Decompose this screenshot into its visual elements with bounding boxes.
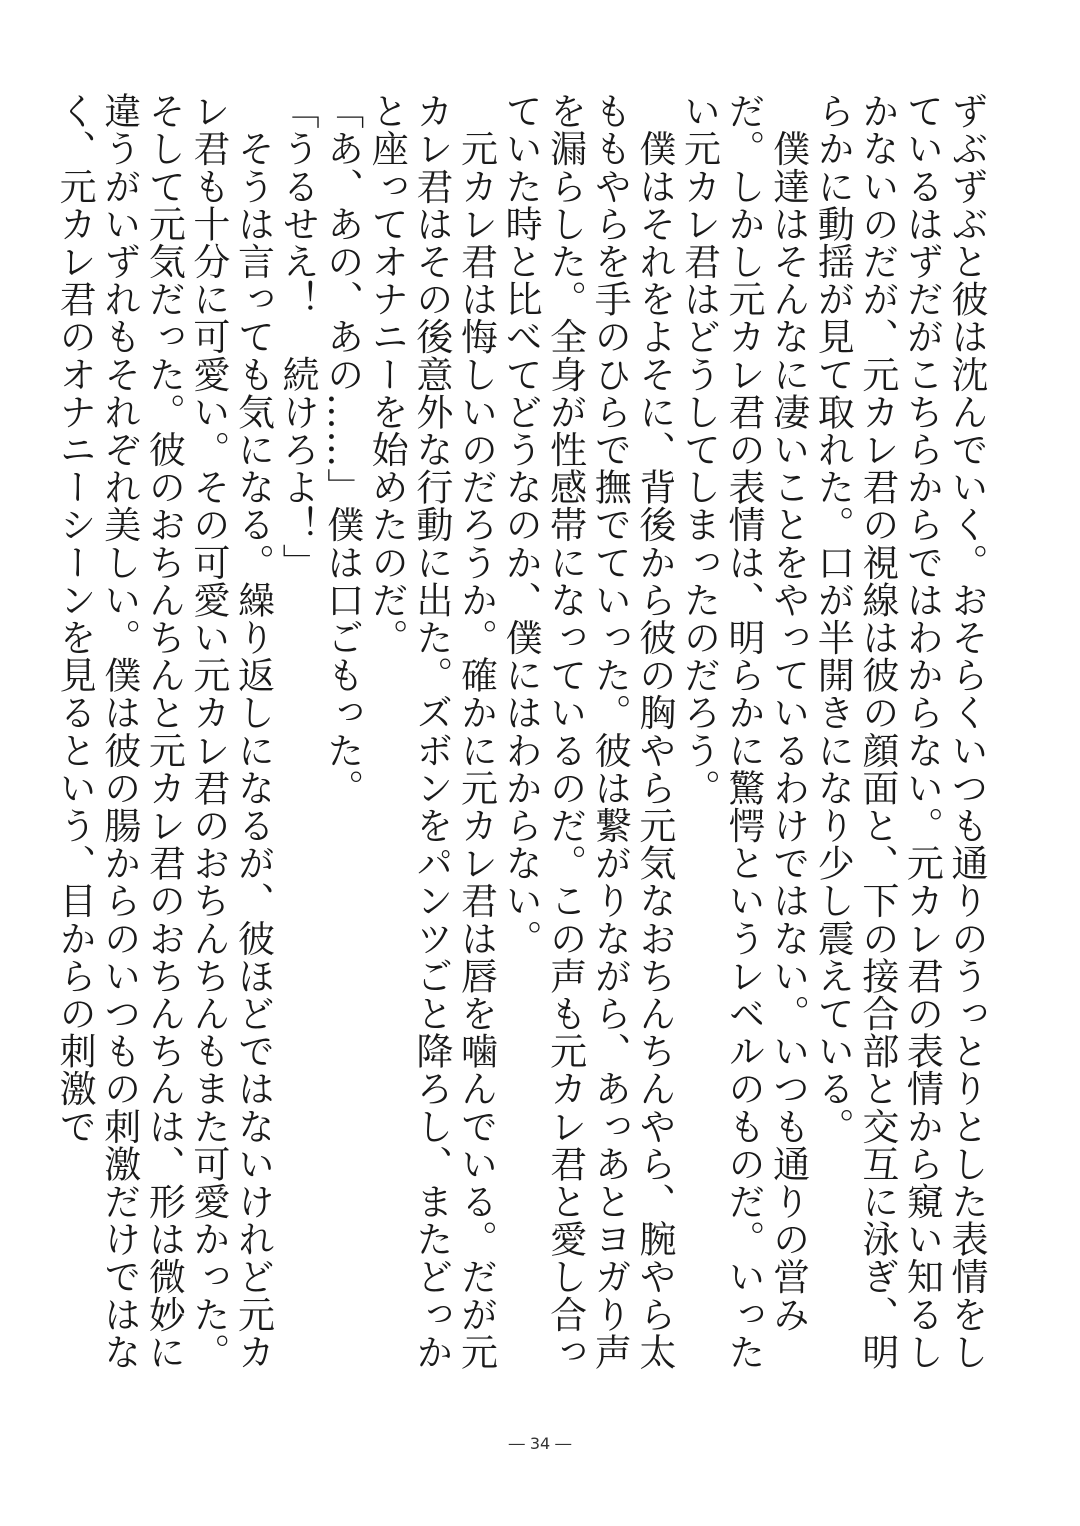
paragraph: 僕達はそんなに凄いことをやっているわけではない。いつも通りの営みだ。しかし元カレ君の表情は、明らかに驚愕というレベルのものだ。いったい元カレ君はどうしてしまったのだろう。 xyxy=(677,92,810,1371)
paragraph: 元カレ君は悔しいのだろうか。確かに元カレ君は唇を噛んでいる。だが元カレ君はその後意外な行動に出た。ズボンをパンツごと降ろし、またどっかと座ってオナニーを始めたのだ。 xyxy=(365,92,498,1371)
paragraph: 僕はそれをよそに、背後から彼の胸やら元気なおちんちんやら、腕やら太ももやらを手のひらで撫でていった。彼は繋がりながら、あっあとヨガり声を漏らした。全身が性感帯になっているのだ。この声も元カレ君と愛し合っていた時と比べてどうなのか、僕にはわからない。 xyxy=(499,92,676,1371)
paragraph: 「うるせえ！ 続けろよ！」 xyxy=(276,92,320,581)
paragraph: ずぶずぶと彼は沈んでいく。おそらくいつも通りのうっとりとした表情をしているはずだがこちらからではわからない。元カレ君の表情から窺い知るしかないのだが、元カレ君の視線は彼の顔面と、下の接合部と交互に泳ぎ、明らかに動揺が見て取れた。口が半開きになり少し震えている。 xyxy=(811,92,988,1371)
paragraph: 「あ、あの、あの……」僕は口ごもった。 xyxy=(320,92,364,807)
vertical-text-body xyxy=(53,92,988,1392)
paragraph: そうは言っても気になる。繰り返しになるが、彼ほどではないけれど元カレ君も十分に可愛い。その可愛い元カレ君のおちんちんもまた可愛かった。そして元気だった。彼のおちんちんと元カレ君のおちんちんは、形は微妙に違うがいずれもそれぞれ美しい。僕は彼の腸からのいつもの刺激だけではなく、元カレ君のオナニーシーンを見るという、目からの刺激で xyxy=(53,92,275,1371)
page-number: ― 34 ― xyxy=(508,1434,572,1453)
